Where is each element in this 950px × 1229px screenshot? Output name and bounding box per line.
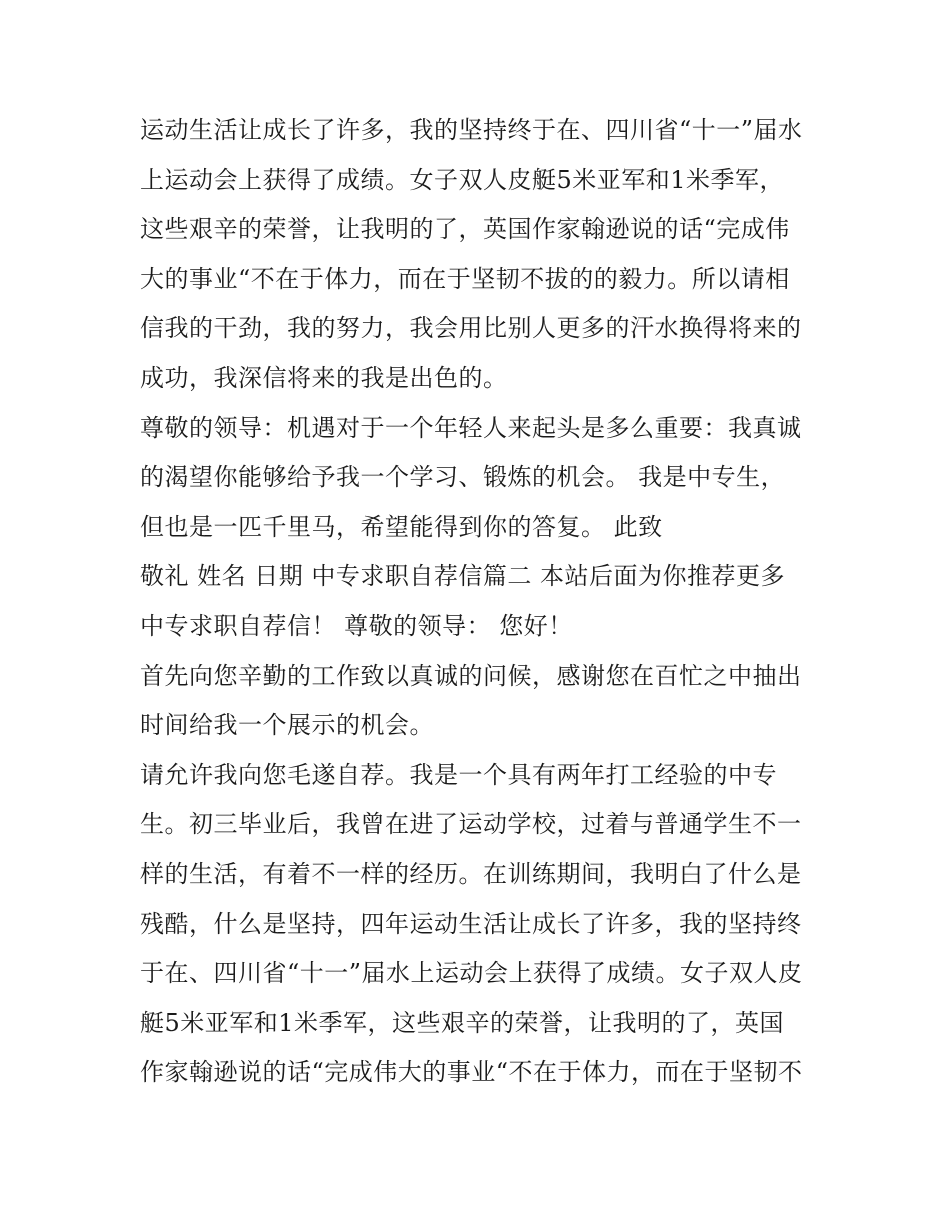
text-line: 这些艰辛的荣誉，让我明的了，英国作家翰逊说的话“完成伟 xyxy=(140,215,790,244)
text-line: 首先向您辛勤的工作致以真诚的问候，感谢您在百忙之中抽出 xyxy=(140,661,802,690)
text-line: 尊敬的领导：机遇对于一个年轻人来起头是多么重要：我真诚 xyxy=(140,413,802,442)
text-line: 样的生活，有着不一样的经历。在训练期间，我明白了什么是 xyxy=(140,859,802,888)
text-line: 运动生活让成长了许多，我的坚持终于在、四川省“十一”届水 xyxy=(140,116,803,144)
body-text xyxy=(140,106,820,1098)
text-line: 艇5米亚军和1米季军，这些艰辛的荣誉，让我明的了，英国 xyxy=(140,1008,785,1037)
text-line: 但也是一匹千里马，希望能得到你的答复。 此致 xyxy=(140,512,663,541)
text-line: 中专求职自荐信！ 尊敬的领导： 您好！ xyxy=(140,611,573,640)
text-line: 敬礼 姓名 日期 中专求职自荐信篇二 本站后面为你推荐更多 xyxy=(140,562,786,591)
text-line: 时间给我一个展示的机会。 xyxy=(140,711,434,740)
text-line: 于在、四川省“十一”届水上运动会上获得了成绩。女子双人皮 xyxy=(140,959,803,988)
text-line: 成功，我深信将来的我是出色的。 xyxy=(140,363,508,392)
text-line: 大的事业“不在于体力，而在于坚韧不拔的的毅力。所以请相 xyxy=(140,264,790,293)
text-line: 生。初三毕业后，我曾在进了运动学校，过着与普通学生不一 xyxy=(140,810,802,839)
text-line: 信我的干劲，我的努力，我会用比别人更多的汗水换得将来的 xyxy=(140,314,802,343)
text-line: 上运动会上获得了成绩。女子双人皮艇5米亚军和1米季军， xyxy=(140,165,785,194)
text-line: 的渴望你能够给予我一个学习、锻炼的机会。 我是中专生， xyxy=(140,463,786,492)
text-line: 请允许我向您毛遂自荐。我是一个具有两年打工经验的中专 xyxy=(140,760,777,789)
text-line: 作家翰逊说的话“完成伟大的事业“不在于体力，而在于坚韧不 xyxy=(140,1058,803,1087)
text-line: 残酷，什么是坚持，四年运动生活让成长了许多，我的坚持终 xyxy=(140,909,802,938)
